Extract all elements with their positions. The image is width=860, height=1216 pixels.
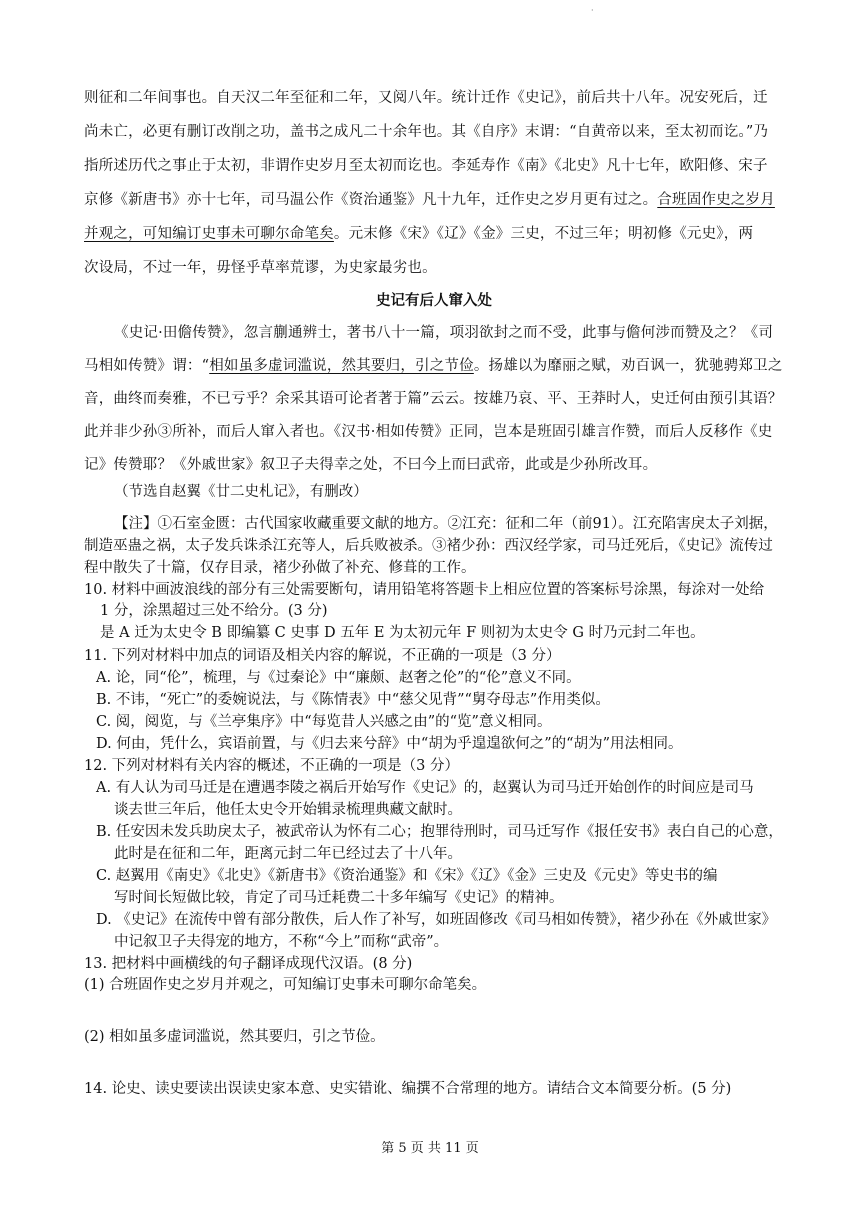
underlined-sentence: 合班固作史之岁月 xyxy=(657,192,775,208)
note-line: 程中散失了十篇，仅存目录，褚少孙做了补充、修葺的工作。 xyxy=(84,560,476,576)
passage-text: 京修《新唐书》亦十七年，司马温公作《资治通鉴》凡十九年，迁作史之岁月更有过之。 xyxy=(84,192,658,208)
section-title: 史记有后人窜入处 xyxy=(376,293,492,309)
question-stem: 14. 论史、读史要读出误读史家本意、史实错讹、编撰不合常理的地方。请结合文本简要分析。(5 分) xyxy=(84,1081,732,1097)
passage-line: 此并非少孙③所补，而后人窜入者也。《汉书·相如传赞》正同，岂本是班固引雄言作赞，而后人反移作《史 xyxy=(84,424,773,440)
passage-line: 指所述历代之事止于太初，非谓作史岁月至太初而讫也。李延寿作《南》《北史》凡十七年，欧阳修、宋子 xyxy=(84,158,768,174)
source-citation: （节选自赵翼《廿二史札记》，有删改） xyxy=(114,484,368,500)
option-d: D. 《史记》在流传中曾有部分散佚，后人作了补写，如班固修改《司马相如传赞》，褚少孙在《外戚世家》 xyxy=(96,912,777,928)
underlined-sentence: 相如虽多虚词滥说，然其要归，引之节俭 xyxy=(209,358,474,374)
passage-text: 。元末修《宋》《辽》《金》三史，不过三年；明初修《元史》，两 xyxy=(333,226,754,242)
passage-line xyxy=(84,190,784,210)
question-stem: 11. 下列对材料中加点的词语及相关内容的解说，不正确的一项是（3 分） xyxy=(84,648,561,664)
question-text: 是 A 迁为太史令 B 即编纂 C 史事 D 五年 E 为太初元年 F 则初为太史令 G 时乃元封二年也。 xyxy=(100,625,705,641)
question-stem: 13. 把材料中画横线的句子翻译成现代汉语。(8 分) xyxy=(84,956,413,972)
option-c: C. 阅，阅览，与《兰亭集序》中“每览昔人兴感之由”的“览”意义相同。 xyxy=(96,714,552,730)
translate-item-2: (2) 相如虽多虚词滥说，然其要归，引之节俭。 xyxy=(84,1029,385,1045)
passage-line: 音，曲终而奏雅，不已亏乎？余采其语可论者著于篇”云云。按雄乃哀、平、王莽时人，史迁何由预引其语？ xyxy=(84,391,783,407)
underlined-sentence: 并观之，可知编订史事未可聊尔命笔矣 xyxy=(84,226,334,242)
page-footer: 第 5 页 共 11 页 xyxy=(381,1141,479,1156)
passage-line: 记》传赞耶？《外戚世家》叙卫子夫得幸之处，不曰今上而曰武帝，此或是少孙所改耳。 xyxy=(84,457,658,473)
option-b: B. 不讳，“死亡”的委婉说法，与《陈情表》中“慈父见背”“舅夺母志”作用类似。 xyxy=(96,692,610,708)
passage-line xyxy=(84,224,784,244)
note-line: 【注】①石室金匮：古代国家收藏重要文献的地方。②江充：征和二年（前91）。江充陷害戾太子刘据， xyxy=(114,516,778,532)
option-b: B. 任安因未发兵助戾太子，被武帝认为怀有二心；抱罪待刑时，司马迁写作《报任安书》表白自己的心意， xyxy=(96,824,783,840)
note-line: 制造巫蛊之祸，太子发兵诛杀江充等人，后兵败被杀。③褚少孙：西汉经学家，司马迁死后，《史记》流传过 xyxy=(84,538,773,554)
passage-line: 则征和二年间事也。自天汉二年至征和二年，又阅八年。统计迁作《史记》，前后共十八年。况安死后，迁 xyxy=(84,90,768,106)
option-c-cont: 写时间长短做比较，肯定了司马迁耗费二十多年编写《史记》的精神。 xyxy=(114,890,564,906)
option-c: C. 赵翼用《南史》《北史》《新唐书》《资治通鉴》和《宋》《辽》《金》三史及《元史》等史书的编 xyxy=(96,868,718,884)
question-stem: 12. 下列对材料有关内容的概述，不正确的一项是（3 分） xyxy=(84,758,460,774)
option-b-cont: 此时是在征和二年，距离元封二年已经过去了十八年。 xyxy=(114,846,462,862)
option-a: A. 有人认为司马迁是在遭遇李陵之祸后开始写作《史记》的，赵翼认为司马迁开始创作的时间应是司马 xyxy=(96,780,754,796)
passage-line xyxy=(84,356,784,376)
passage-text: 。扬雄以为靡丽之赋，劝百讽一，犹驰骋郑卫之 xyxy=(473,358,783,374)
option-d-cont: 中记叙卫子夫得宠的地方，不称“今上”而称“武帝”。 xyxy=(114,934,449,950)
passage-text: 马相如传赞》谓：“ xyxy=(84,358,210,374)
option-a: A. 论，同“伦”，梳理，与《过秦论》中“廉颇、赵奢之伦”的“伦”意义不同。 xyxy=(96,670,581,686)
translate-item-1: (1) 合班固作史之岁月并观之，可知编订史事未可聊尔命笔矣。 xyxy=(84,977,487,993)
passage-line: 次设局，不过一年，毋怪乎草率荒谬，为史家最劣也。 xyxy=(84,260,437,276)
question-text: 1 分，涂黑超过三处不给分。(3 分) xyxy=(100,603,328,619)
option-d: D. 何由，凭什么，宾语前置，与《归去来兮辞》中“胡为乎遑遑欲何之”的“胡为”用法相同。 xyxy=(96,736,683,752)
question-text: 10. 材料中画波浪线的部分有三处需要断句，请用铅笔将答题卡上相应位置的答案标号涂黑，每涂对一处给 xyxy=(84,582,765,598)
option-a-cont: 谈去世三年后，他任太史令开始辑录梳理典藏文献时。 xyxy=(114,802,462,818)
scan-dot: · xyxy=(591,6,594,15)
passage-line: 尚未亡，必更有删订改削之功，盖书之成凡二十余年也。其《自序》末谓：“自黄帝以来，至太初而讫。”乃 xyxy=(84,124,769,140)
passage-line: 《史记·田儋传赞》，忽言蒯通辨士，著书八十一篇，项羽欲封之而不受，此事与儋何涉而赞及之？《司 xyxy=(114,325,774,341)
